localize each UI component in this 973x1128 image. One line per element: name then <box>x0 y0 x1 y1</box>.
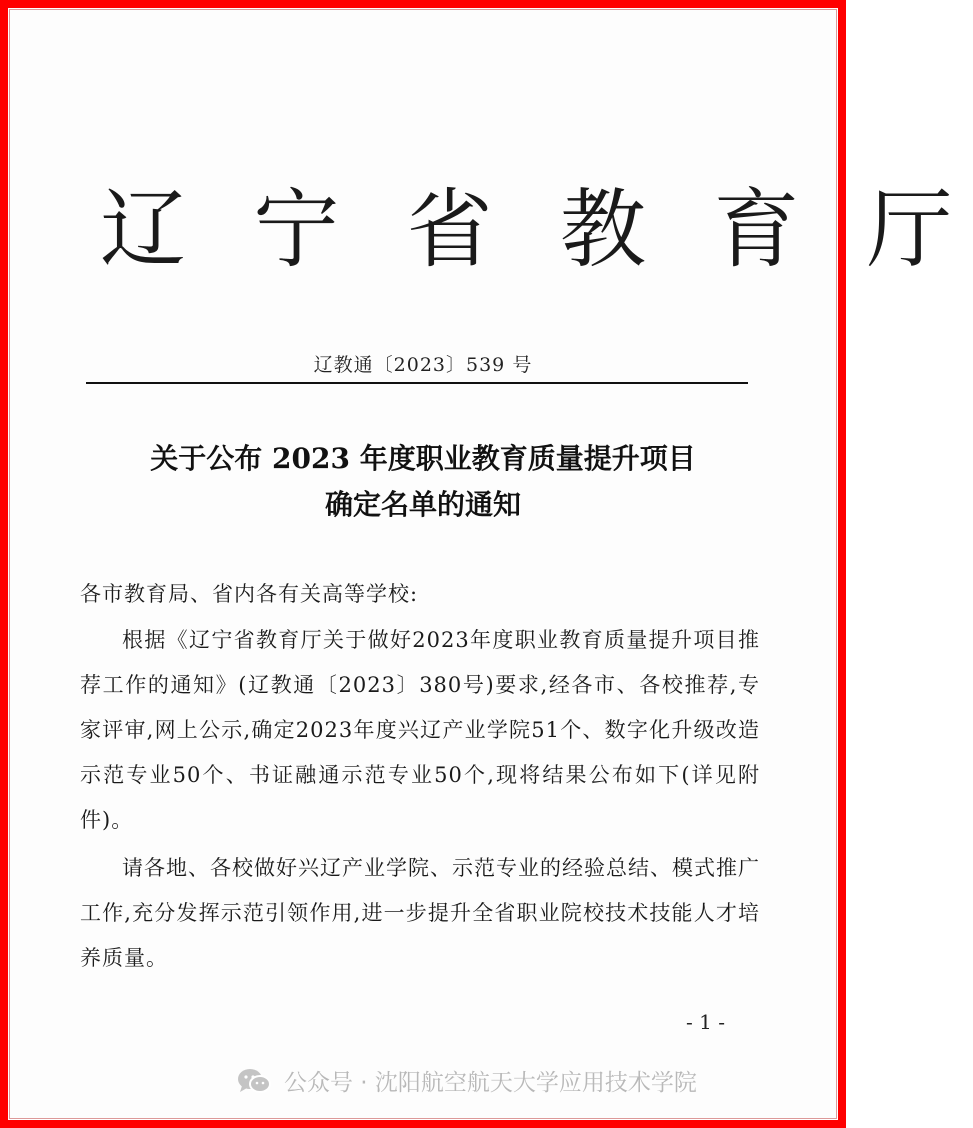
header-divider <box>86 382 748 384</box>
watermark-text: 公众号 · 沈阳航空航天大学应用技术学院 <box>284 1070 697 1096</box>
issuer-heading: 辽 宁 省 教 育 厅 <box>100 180 973 280</box>
body-paragraph-2: 请各地、各校做好兴辽产业学院、示范专业的经验总结、模式推广工作,充分发挥示范引领作用,进一步提升全省职业院校技术技能人才培养质量。 <box>80 856 760 970</box>
salutation: 各市教育局、省内各有关高等学校: <box>80 582 419 606</box>
wechat-icon <box>236 1067 272 1095</box>
body-paragraph-1: 根据《辽宁省教育厅关于做好2023年度职业教育质量提升项目推荐工作的通知》(辽教通〔2023〕380号)要求,经各市、各校推荐,专家评审,网上公示,确定2023年度兴辽产业学院51个、数字化升级改造示范专业50个、书证融通示范专业50个,现将结果公布如下(详见附件)。 <box>80 628 760 832</box>
watermark <box>236 1064 697 1097</box>
notice-title-line-1: 关于公布 2023 年度职业教育质量提升项目 <box>150 442 696 475</box>
notice-title <box>0 436 846 528</box>
document-number: 辽教通〔2023〕539 号 <box>313 354 533 376</box>
notice-title-line-2: 确定名单的通知 <box>324 488 521 521</box>
page-number: - 1 - <box>686 1010 725 1034</box>
